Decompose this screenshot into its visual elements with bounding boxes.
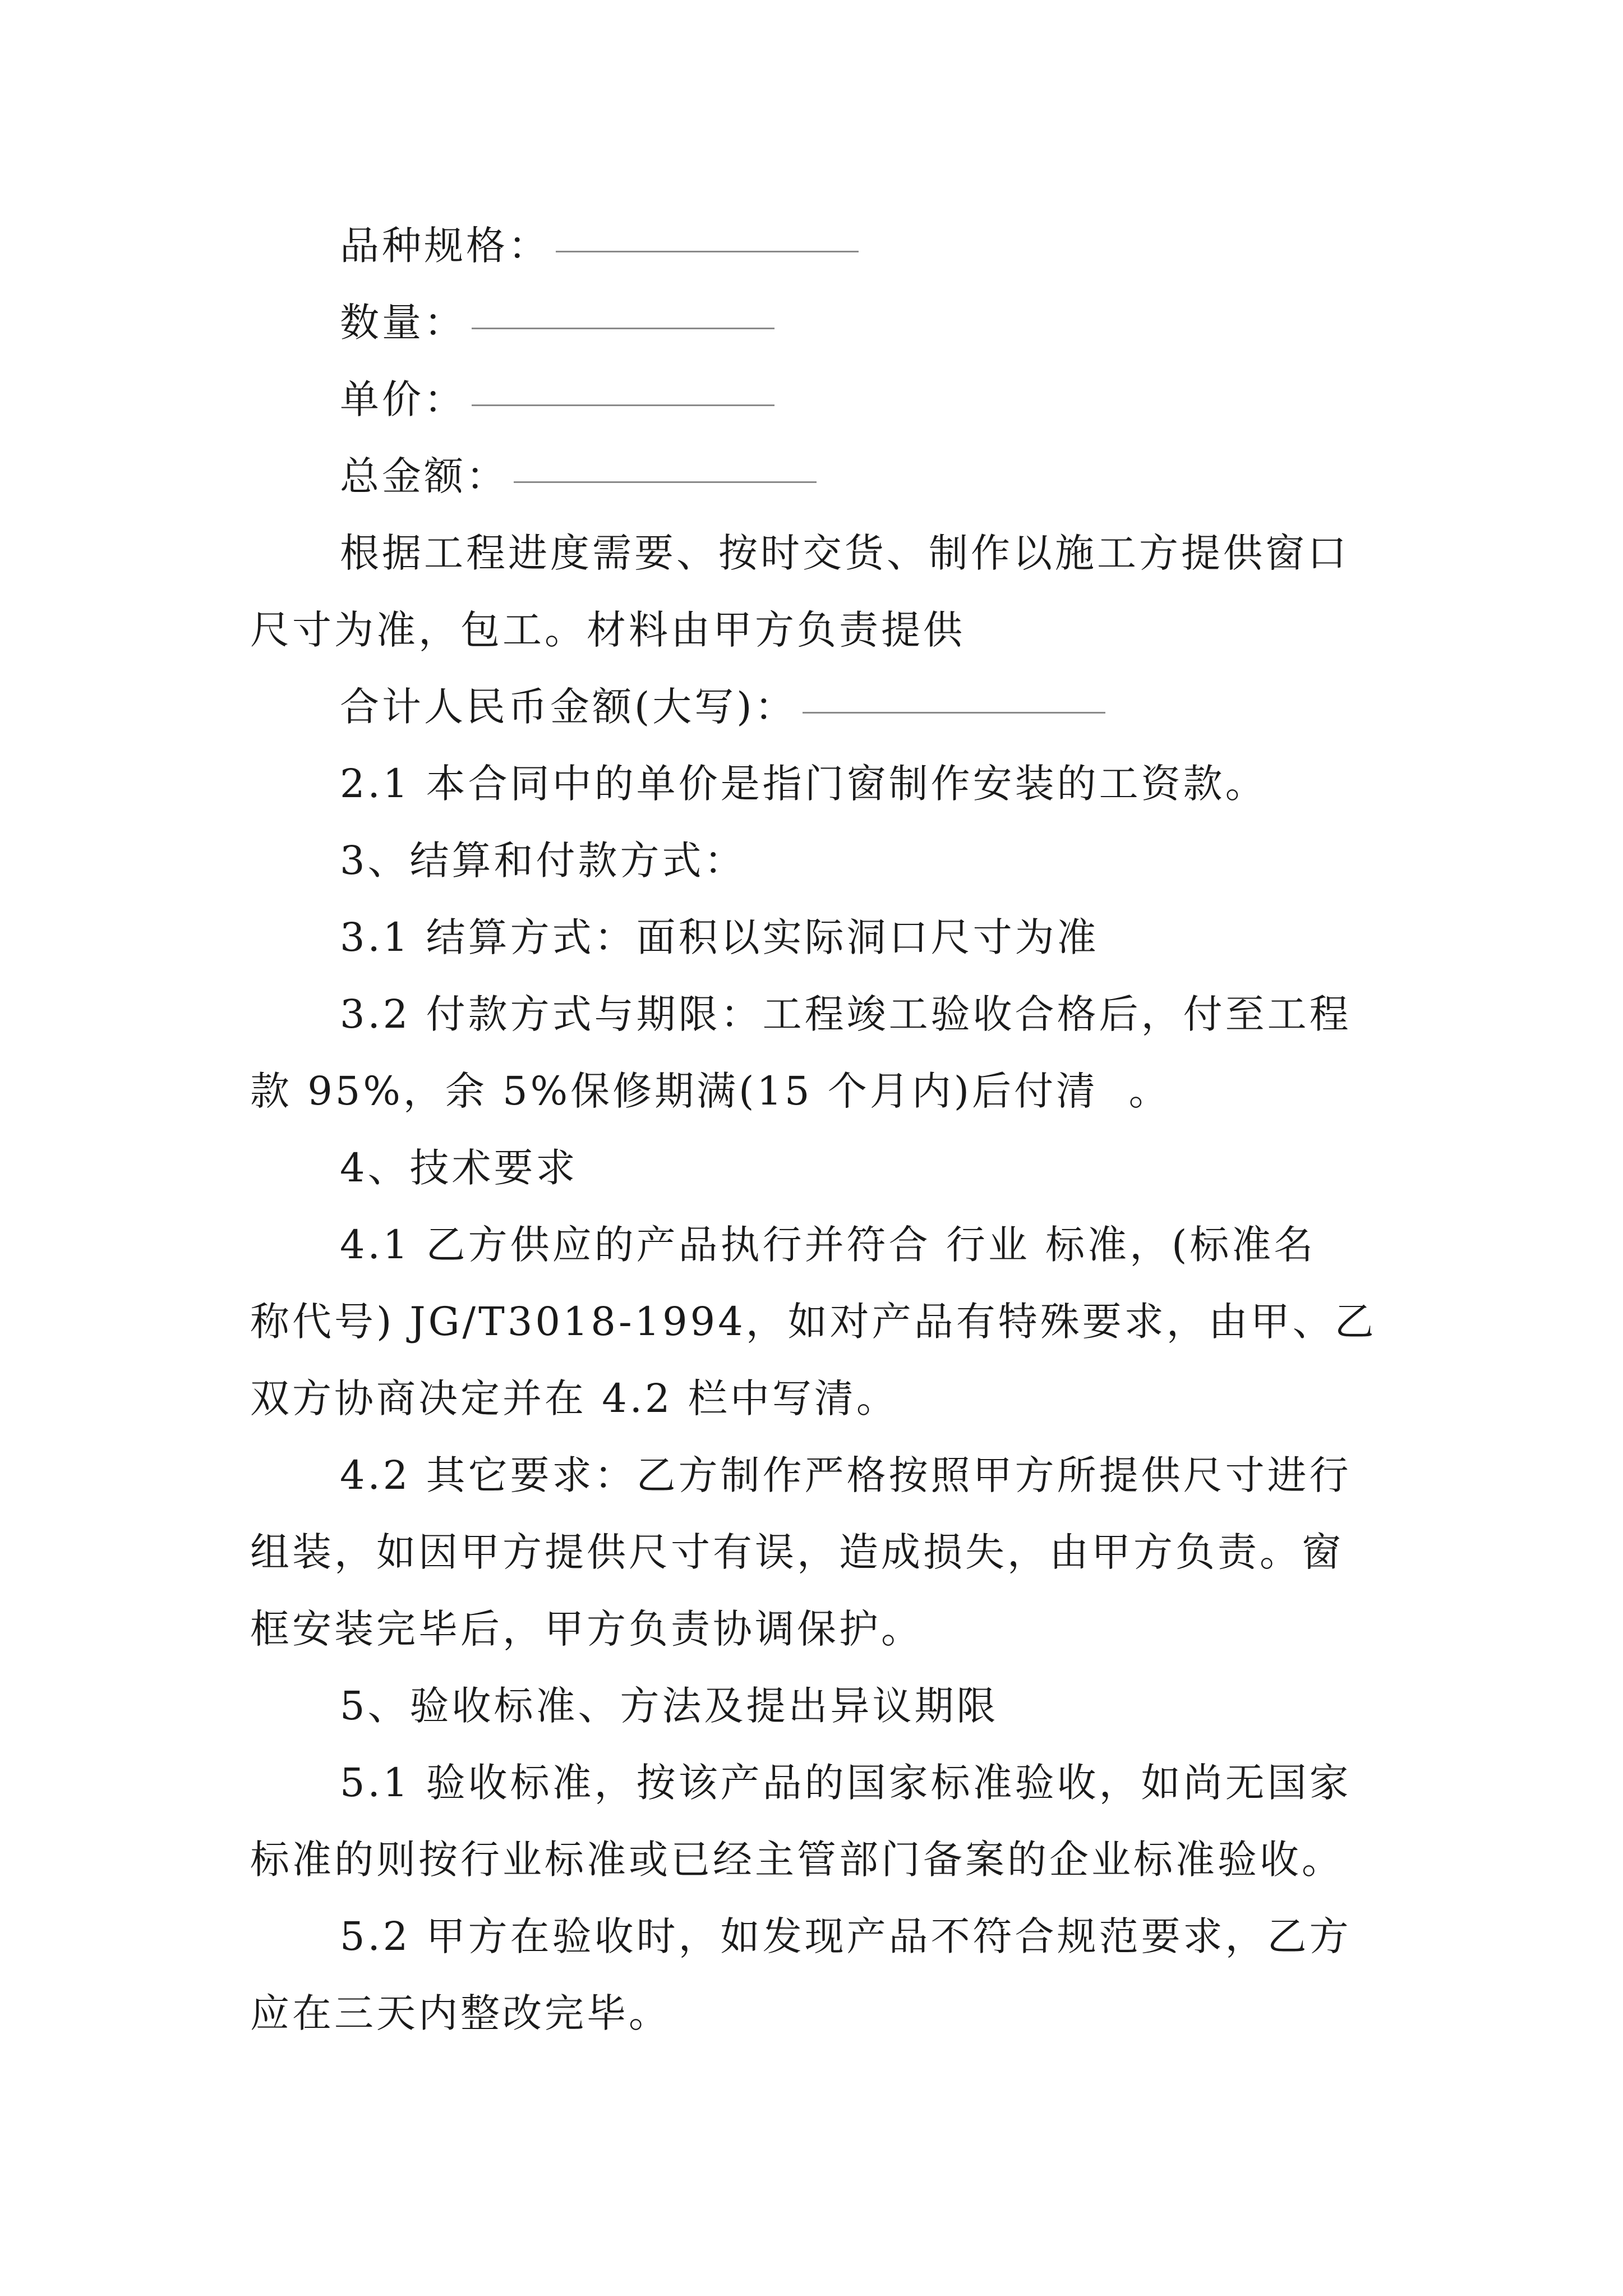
section-5-heading: 5、验收标准、方法及提出异议期限	[340, 1683, 999, 1729]
clause-3-2-line2: 款 95%，余 5%保修期满(15 个月内)后付清 。	[250, 1068, 1171, 1114]
clause-4-2-line1: 4.2 其它要求：乙方制作严格按照甲方所提供尺寸进行	[340, 1452, 1352, 1498]
clause-2-1: 2.1 本合同中的单价是指门窗制作安装的工资款。	[340, 761, 1267, 807]
field-total-rmb	[250, 669, 1394, 746]
clause-4-2-line3: 框安装完毕后，甲方负责协调保护。	[250, 1606, 923, 1652]
field-label: 单价：	[340, 376, 466, 422]
field-label: 品种规格：	[340, 223, 550, 269]
document-body	[250, 208, 1394, 2052]
section-3-heading: 3、结算和付款方式：	[340, 838, 746, 884]
clause-5-2-line2: 应在三天内整改完毕。	[250, 1990, 671, 2036]
blank-line[interactable]	[472, 404, 774, 406]
field-total-amount	[250, 438, 1394, 515]
clause-5-1-line2: 标准的则按行业标准或已经主管部门备案的企业标准验收。	[250, 1837, 1344, 1883]
clause-3-2-line1: 3.2 付款方式与期限：工程竣工验收合格后，付至工程	[340, 991, 1352, 1037]
blank-line[interactable]	[803, 712, 1105, 714]
clause-4-1-line3: 双方协商决定并在 4.2 栏中写清。	[250, 1375, 898, 1421]
blank-line[interactable]	[472, 328, 774, 329]
field-label: 总金额：	[340, 453, 508, 499]
clause-4-1-line2: 称代号) JG/T3018-1994，如对产品有特殊要求，由甲、乙	[250, 1299, 1377, 1345]
clause-4-2-line2: 组装，如因甲方提供尺寸有误，造成损失，由甲方负责。窗	[250, 1529, 1344, 1575]
field-quantity	[250, 284, 1394, 361]
field-label: 数量：	[340, 300, 466, 346]
clause-3-1: 3.1 结算方式：面积以实际洞口尺寸为准	[340, 914, 1099, 960]
section-4-heading: 4、技术要求	[340, 1145, 578, 1191]
clause-5-2-line1: 5.2 甲方在验收时，如发现产品不符合规范要求，乙方	[340, 1913, 1352, 1959]
clause-4-1-line1: 4.1 乙方供应的产品执行并符合 行业 标准，(标准名	[340, 1222, 1316, 1268]
para-schedule-line2: 尺寸为准，包工。材料由甲方负责提供	[250, 607, 965, 653]
field-unit-price	[250, 361, 1394, 438]
blank-line[interactable]	[514, 481, 817, 483]
field-label: 合计人民币金额(大写)：	[340, 684, 797, 730]
clause-5-1-line1: 5.1 验收标准，按该产品的国家标准验收，如尚无国家	[340, 1760, 1352, 1806]
field-spec	[250, 208, 1394, 284]
para-schedule-line1: 根据工程进度需要、按时交货、制作以施工方提供窗口	[340, 530, 1349, 576]
blank-line[interactable]	[556, 251, 859, 252]
